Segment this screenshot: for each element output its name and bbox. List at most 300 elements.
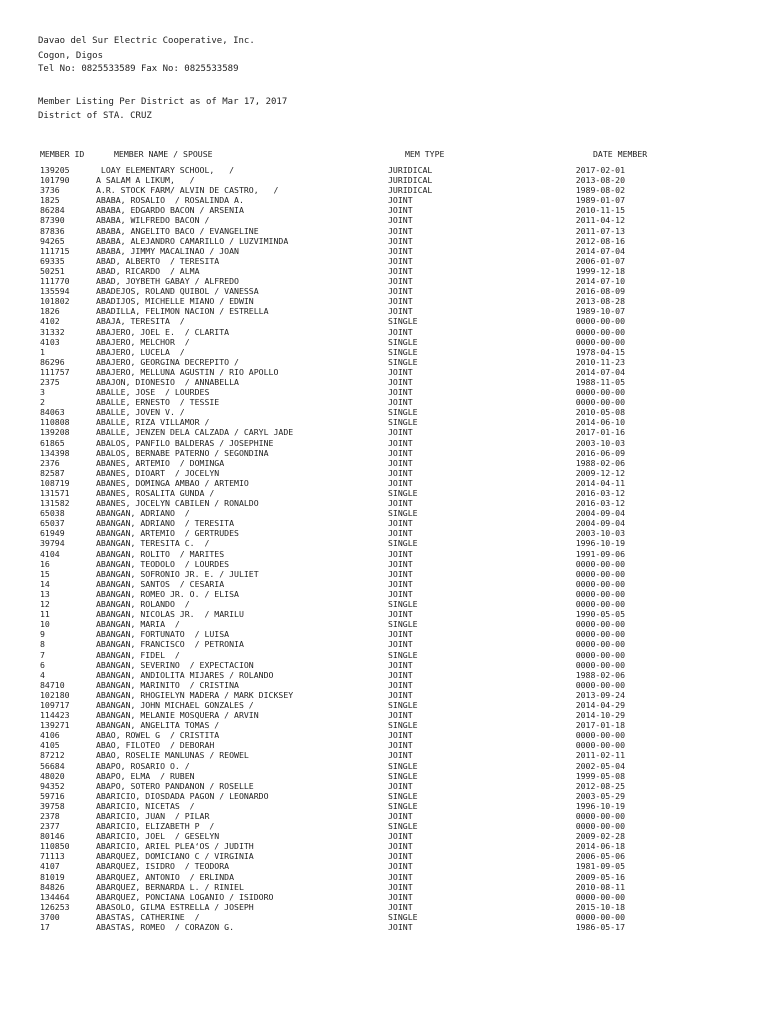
table-row	[0, 215, 768, 225]
date-member-cell: 2017-01-16	[575, 427, 625, 438]
member-id-cell: 39794	[40, 538, 65, 549]
table-row	[0, 700, 768, 710]
date-member-cell: 2014-06-10	[575, 417, 625, 428]
mem-type-cell: SINGLE	[388, 488, 418, 498]
member-name-cell: ABARQUEZ, PONCIANA LOGANIO / ISIDORO	[96, 891, 274, 902]
member-name-cell: ABANGAN, FORTUNATO / LUISA	[96, 629, 230, 640]
mem-type-cell: JOINT	[388, 811, 413, 821]
member-name-cell: ABANGAN, MARIA /	[96, 619, 180, 630]
member-id-cell: 4105	[40, 740, 60, 751]
company-contact: Tel No: 0825533589 Fax No: 0825533589	[38, 64, 239, 74]
column-header-member-name: MEMBER NAME / SPOUSE	[114, 149, 213, 159]
date-member-cell: 2016-03-12	[575, 498, 625, 509]
date-member-cell: 0000-00-00	[575, 649, 625, 660]
mem-type-cell: JOINT	[388, 659, 413, 670]
table-row	[0, 337, 768, 347]
table-row	[0, 811, 768, 821]
mem-type-cell: SINGLE	[388, 821, 418, 832]
member-id-cell: 15	[40, 568, 50, 579]
mem-type-cell: JOINT	[388, 447, 413, 458]
table-row	[0, 821, 768, 831]
date-member-cell: 2017-02-01	[575, 165, 625, 175]
date-member-cell: 0000-00-00	[575, 568, 625, 579]
mem-type-cell: JOINT	[388, 205, 413, 216]
member-name-cell: ABANGAN, SOFRONIO JR. E. / JULIET	[96, 568, 259, 579]
member-name-cell: ABARICIO, ELIZABETH P /	[96, 821, 215, 832]
mem-type-cell: JOINT	[388, 609, 413, 620]
member-name-cell: ABAD, ALBERTO / TERESITA	[96, 255, 220, 266]
member-name-cell: ABANGAN, ROLITO / MARITES	[96, 548, 225, 559]
member-name-cell: ABARICIO, JOEL / GESELYN	[96, 831, 220, 842]
member-id-cell: 84826	[40, 881, 65, 892]
mem-type-cell: JOINT	[388, 195, 413, 206]
member-id-cell: 61949	[40, 528, 65, 539]
mem-type-cell: SINGLE	[388, 800, 418, 811]
date-member-cell: 0000-00-00	[575, 891, 625, 902]
mem-type-cell: JOINT	[388, 669, 413, 680]
member-name-cell: A SALAM A LIKUM, /	[96, 175, 195, 186]
date-member-cell: 0000-00-00	[575, 387, 625, 398]
table-row	[0, 417, 768, 427]
member-id-cell: 31332	[40, 326, 65, 337]
date-member-cell: 1996-10-19	[575, 800, 625, 811]
mem-type-cell: JOINT	[388, 437, 413, 448]
mem-type-cell: JOINT	[388, 265, 413, 276]
member-id-cell: 50251	[40, 265, 65, 276]
table-row	[0, 589, 768, 599]
date-member-cell: 2010-05-08	[575, 407, 625, 418]
date-member-cell: 1988-02-06	[575, 457, 625, 468]
column-header-mem-type: MEM TYPE	[405, 149, 445, 159]
company-name: Davao del Sur Electric Cooperative, Inc.	[38, 36, 255, 46]
member-id-cell: 71113	[40, 851, 65, 862]
member-id-cell: 102180	[40, 689, 70, 700]
table-row	[0, 246, 768, 256]
table-row	[0, 781, 768, 791]
table-row	[0, 195, 768, 205]
member-id-cell: 6	[40, 659, 45, 670]
member-id-cell: 110808	[40, 417, 70, 428]
member-id-cell: 94265	[40, 235, 65, 246]
date-member-cell: 2003-10-03	[575, 528, 625, 539]
mem-type-cell: JOINT	[388, 881, 413, 892]
table-row	[0, 407, 768, 417]
date-member-cell: 1991-09-06	[575, 548, 625, 559]
member-id-cell: 131582	[40, 498, 70, 509]
date-member-cell: 2013-09-24	[575, 689, 625, 700]
member-id-cell: 111757	[40, 366, 70, 377]
table-row	[0, 327, 768, 337]
member-id-cell: 108719	[40, 477, 70, 488]
member-name-cell: ABALLE, RIZA VILLAMOR /	[96, 417, 210, 428]
date-member-cell: 2003-05-29	[575, 790, 625, 801]
mem-type-cell: JOINT	[388, 861, 413, 872]
mem-type-cell: JOINT	[388, 387, 413, 398]
mem-type-cell: JOINT	[388, 578, 413, 589]
mem-type-cell: JOINT	[388, 871, 413, 882]
member-id-cell: 8	[40, 639, 45, 650]
member-id-cell: 4106	[40, 730, 60, 741]
table-row	[0, 316, 768, 326]
member-id-cell: 10	[40, 619, 50, 630]
table-row	[0, 750, 768, 760]
member-id-cell: 4107	[40, 861, 60, 872]
mem-type-cell: JOINT	[388, 629, 413, 640]
table-row	[0, 306, 768, 316]
member-name-cell: ABARQUEZ, ISIDRO / TEODORA	[96, 861, 230, 872]
mem-type-cell: JOINT	[388, 548, 413, 559]
mem-type-cell: SINGLE	[388, 599, 418, 610]
member-id-cell: 39758	[40, 800, 65, 811]
mem-type-cell: JOINT	[388, 245, 413, 256]
mem-type-cell: JOINT	[388, 841, 413, 852]
table-row	[0, 882, 768, 892]
date-member-cell: 0000-00-00	[575, 336, 625, 347]
date-member-cell: 1999-05-08	[575, 770, 625, 781]
table-row	[0, 599, 768, 609]
member-id-cell: 11	[40, 609, 50, 620]
member-name-cell: ABANGAN, NICOLAS JR. / MARILU	[96, 609, 244, 620]
mem-type-cell: JOINT	[388, 901, 413, 912]
table-row	[0, 892, 768, 902]
member-id-cell: 13	[40, 588, 50, 599]
date-member-cell: 2010-11-23	[575, 356, 625, 367]
member-id-cell: 101802	[40, 296, 70, 307]
mem-type-cell: JOINT	[388, 891, 413, 902]
member-id-cell: 1825	[40, 195, 60, 206]
member-name-cell: ABANES, ROSALITA GUNDA /	[96, 488, 215, 498]
mem-type-cell: JOINT	[388, 366, 413, 377]
table-row	[0, 609, 768, 619]
table-row	[0, 458, 768, 468]
member-name-cell: ABABA, JIMMY MACALINAO / JOAN	[96, 245, 239, 256]
date-member-cell: 0000-00-00	[575, 558, 625, 569]
mem-type-cell: JOINT	[388, 215, 413, 226]
table-row	[0, 559, 768, 569]
date-member-cell: 2017-01-18	[575, 720, 625, 731]
date-member-cell: 0000-00-00	[575, 629, 625, 640]
date-member-cell: 2014-04-29	[575, 699, 625, 710]
member-name-cell: ABAO, FILOTEO / DEBORAH	[96, 740, 215, 751]
mem-type-cell: JURIDICAL	[388, 165, 433, 175]
member-name-cell: ABARICIO, ARIEL PLEA‘OS / JUDITH	[96, 841, 254, 852]
member-name-cell: ABAPO, SOTERO PANDANON / ROSELLE	[96, 780, 254, 791]
date-member-cell: 0000-00-00	[575, 911, 625, 922]
member-name-cell: ABAO, ROSELIE MANLUNAS / REOWEL	[96, 750, 249, 761]
date-member-cell: 2013-08-28	[575, 296, 625, 307]
mem-type-cell: JOINT	[388, 225, 413, 236]
table-row	[0, 680, 768, 690]
member-name-cell: ABADEJOS, ROLAND QUIBOL / VANESSA	[96, 286, 259, 297]
date-member-cell: 2014-07-04	[575, 245, 625, 256]
member-id-cell: 135594	[40, 286, 70, 297]
member-id-cell: 4	[40, 669, 45, 680]
member-id-cell: 87212	[40, 750, 65, 761]
table-row	[0, 427, 768, 437]
date-member-cell: 2006-01-07	[575, 255, 625, 266]
member-id-cell: 2377	[40, 821, 60, 832]
member-name-cell: ABANGAN, TERESITA C. /	[96, 538, 210, 549]
date-member-cell: 0000-00-00	[575, 316, 625, 327]
date-member-cell: 1996-10-19	[575, 538, 625, 549]
member-id-cell: 87836	[40, 225, 65, 236]
member-name-cell: ABAO, ROWEL G / CRISTITA	[96, 730, 220, 741]
table-row	[0, 851, 768, 861]
date-member-cell: 2009-12-12	[575, 467, 625, 478]
member-name-cell: ABANGAN, SEVERINO / EXPECTACION	[96, 659, 254, 670]
member-id-cell: 2375	[40, 376, 60, 387]
member-id-cell: 134398	[40, 447, 70, 458]
mem-type-cell: JOINT	[388, 376, 413, 387]
member-name-cell: ABALOS, BERNABE PATERNO / SEGONDINA	[96, 447, 269, 458]
member-id-cell: 3	[40, 387, 45, 398]
date-member-cell: 2011-04-12	[575, 215, 625, 226]
table-row	[0, 448, 768, 458]
date-member-cell: 2003-10-03	[575, 437, 625, 448]
member-id-cell: 9	[40, 629, 45, 640]
table-row	[0, 569, 768, 579]
date-member-cell: 1990-05-05	[575, 609, 625, 620]
member-name-cell: ABAD, RICARDO / ALMA	[96, 265, 200, 276]
member-name-cell: ABAJERO, MELLUNA AGUSTIN / RIO APOLLO	[96, 366, 279, 377]
date-member-cell: 2016-08-09	[575, 286, 625, 297]
mem-type-cell: SINGLE	[388, 316, 418, 327]
member-name-cell: ABAJERO, JOEL E. / CLARITA	[96, 326, 230, 337]
table-row	[0, 761, 768, 771]
member-name-cell: ABANGAN, SANTOS / CESARIA	[96, 578, 225, 589]
date-member-cell: 2010-11-15	[575, 205, 625, 216]
member-name-cell: ABALLE, JOVEN V. /	[96, 407, 185, 418]
mem-type-cell: JOINT	[388, 851, 413, 862]
member-id-cell: 7	[40, 649, 45, 660]
date-member-cell: 0000-00-00	[575, 821, 625, 832]
mem-type-cell: JOINT	[388, 528, 413, 539]
member-id-cell: 56684	[40, 760, 65, 771]
member-id-cell: 86284	[40, 205, 65, 216]
member-id-cell: 2	[40, 397, 45, 408]
member-name-cell: ABAPO, ELMA / RUBEN	[96, 770, 195, 781]
member-name-cell: ABAJERO, LUCELA /	[96, 346, 185, 357]
mem-type-cell: SINGLE	[388, 619, 418, 630]
date-member-cell: 2009-02-28	[575, 831, 625, 842]
member-id-cell: 110850	[40, 841, 70, 852]
mem-type-cell: JOINT	[388, 710, 413, 721]
member-id-cell: 109717	[40, 699, 70, 710]
table-row	[0, 629, 768, 639]
member-id-cell: 17	[40, 922, 50, 933]
date-member-cell: 2016-03-12	[575, 488, 625, 498]
date-member-cell: 1988-11-05	[575, 376, 625, 387]
mem-type-cell: JOINT	[388, 558, 413, 569]
table-row	[0, 639, 768, 649]
member-name-cell: ABAPO, ROSARIO O. /	[96, 760, 190, 771]
table-row	[0, 508, 768, 518]
table-row	[0, 498, 768, 508]
member-id-cell: 82587	[40, 467, 65, 478]
member-id-cell: 139208	[40, 427, 70, 438]
member-id-cell: 14	[40, 578, 50, 589]
member-name-cell: ABANGAN, ROMEO JR. O. / ELISA	[96, 588, 239, 599]
date-member-cell: 0000-00-00	[575, 397, 625, 408]
table-row	[0, 771, 768, 781]
table-row	[0, 296, 768, 306]
table-row	[0, 367, 768, 377]
table-row	[0, 831, 768, 841]
date-member-cell: 2011-07-13	[575, 225, 625, 236]
date-member-cell: 0000-00-00	[575, 639, 625, 650]
member-id-cell: 139271	[40, 720, 70, 731]
member-id-cell: 131571	[40, 488, 70, 498]
member-id-cell: 87390	[40, 215, 65, 226]
mem-type-cell: JOINT	[388, 477, 413, 488]
date-member-cell: 0000-00-00	[575, 811, 625, 821]
table-row	[0, 165, 768, 175]
member-id-cell: 59716	[40, 790, 65, 801]
table-row	[0, 236, 768, 246]
table-row	[0, 549, 768, 559]
member-id-cell: 4104	[40, 548, 60, 559]
member-id-cell: 111770	[40, 276, 70, 287]
member-name-cell: ABAJERO, MELCHOR /	[96, 336, 190, 347]
member-name-cell: ABADIJOS, MICHELLE MIANO / EDWIN	[96, 296, 254, 307]
table-row	[0, 286, 768, 296]
date-member-cell: 1978-04-15	[575, 346, 625, 357]
mem-type-cell: JOINT	[388, 689, 413, 700]
member-id-cell: 101790	[40, 175, 70, 186]
member-name-cell: ABASOLO, GILMA ESTRELLA / JOSEPH	[96, 901, 254, 912]
column-header-member-id: MEMBER ID	[40, 149, 85, 159]
table-row	[0, 175, 768, 185]
member-name-cell: ABALLE, ERNESTO / TESSIE	[96, 397, 220, 408]
member-name-cell: ABANGAN, JOHN MICHAEL GONZALES /	[96, 699, 254, 710]
member-id-cell: 4103	[40, 336, 60, 347]
date-member-cell: 1989-10-07	[575, 306, 625, 317]
table-row	[0, 377, 768, 387]
table-row	[0, 518, 768, 528]
date-member-cell: 2009-05-16	[575, 871, 625, 882]
table-row	[0, 902, 768, 912]
member-name-cell: ABANGAN, ARTEMIO / GERTRUDES	[96, 528, 239, 539]
date-member-cell: 2013-08-20	[575, 175, 625, 186]
mem-type-cell: JURIDICAL	[388, 185, 433, 196]
member-name-cell: ABAJERO, GEORGINA DECREPITO /	[96, 356, 239, 367]
date-member-cell: 0000-00-00	[575, 730, 625, 741]
member-name-cell: ABALOS, PANFILO BALDERAS / JOSEPHINE	[96, 437, 274, 448]
member-id-cell: 1	[40, 346, 45, 357]
member-id-cell: 84063	[40, 407, 65, 418]
table-row	[0, 468, 768, 478]
member-id-cell: 114423	[40, 710, 70, 721]
member-name-cell: ABANGAN, FIDEL /	[96, 649, 180, 660]
table-row	[0, 488, 768, 498]
date-member-cell: 2002-05-04	[575, 760, 625, 771]
date-member-cell: 2006-05-06	[575, 851, 625, 862]
company-address: Cogon, Digos	[38, 51, 104, 61]
member-name-cell: A.R. STOCK FARM/ ALVIN DE CASTRO, /	[96, 185, 279, 196]
member-name-cell: ABASTAS, ROMEO / CORAZON G.	[96, 922, 235, 933]
date-member-cell: 1989-01-07	[575, 195, 625, 206]
table-row	[0, 912, 768, 922]
mem-type-cell: JOINT	[388, 588, 413, 599]
table-row	[0, 670, 768, 680]
mem-type-cell: SINGLE	[388, 911, 418, 922]
member-id-cell: 2378	[40, 811, 60, 821]
table-row	[0, 347, 768, 357]
date-member-cell: 2014-07-04	[575, 366, 625, 377]
mem-type-cell: JOINT	[388, 780, 413, 791]
mem-type-cell: JOINT	[388, 427, 413, 438]
date-member-cell: 2014-07-10	[575, 276, 625, 287]
table-row	[0, 660, 768, 670]
member-name-cell: ABANGAN, ADRIANO / TERESITA	[96, 518, 235, 529]
member-name-cell: ABARQUEZ, BERNARDA L. / RINIEL	[96, 881, 244, 892]
table-row	[0, 579, 768, 589]
date-member-cell: 2015-10-18	[575, 901, 625, 912]
member-name-cell: ABAJON, DIONESIO / ANNABELLA	[96, 376, 239, 387]
member-name-cell: ABARQUEZ, DOMICIANO C / VIRGINIA	[96, 851, 254, 862]
member-name-cell: ABABA, ANGELITO BACO / EVANGELINE	[96, 225, 259, 236]
date-member-cell: 1981-09-05	[575, 861, 625, 872]
mem-type-cell: JURIDICAL	[388, 175, 433, 186]
mem-type-cell: JOINT	[388, 922, 413, 933]
member-name-cell: ABARQUEZ, ANTONIO / ERLINDA	[96, 871, 235, 882]
table-row	[0, 872, 768, 882]
mem-type-cell: JOINT	[388, 679, 413, 690]
mem-type-cell: JOINT	[388, 740, 413, 751]
member-id-cell: 4102	[40, 316, 60, 327]
mem-type-cell: SINGLE	[388, 417, 418, 428]
mem-type-cell: JOINT	[388, 518, 413, 529]
table-row	[0, 791, 768, 801]
date-member-cell: 2014-10-29	[575, 710, 625, 721]
member-id-cell: 94352	[40, 780, 65, 791]
member-id-cell: 48020	[40, 770, 65, 781]
member-id-cell: 126253	[40, 901, 70, 912]
member-id-cell: 3736	[40, 185, 60, 196]
member-name-cell: ABARICIO, DIOSDADA PAGON / LEONARDO	[96, 790, 269, 801]
table-row	[0, 276, 768, 286]
mem-type-cell: SINGLE	[388, 790, 418, 801]
member-name-cell: ABANES, JOCELYN CABILEN / RONALDO	[96, 498, 259, 509]
mem-type-cell: JOINT	[388, 255, 413, 266]
mem-type-cell: SINGLE	[388, 336, 418, 347]
member-id-cell: 86296	[40, 356, 65, 367]
member-id-cell: 16	[40, 558, 50, 569]
date-member-cell: 0000-00-00	[575, 588, 625, 599]
mem-type-cell: JOINT	[388, 286, 413, 297]
member-name-cell: ABANES, DIOART / JOCELYN	[96, 467, 220, 478]
member-name-cell: LOAY ELEMENTARY SCHOOL, /	[96, 165, 235, 175]
member-name-cell: ABANGAN, FRANCISCO / PETRONIA	[96, 639, 244, 650]
mem-type-cell: JOINT	[388, 498, 413, 509]
member-name-cell: ABANGAN, TEODOLO / LOURDES	[96, 558, 230, 569]
column-header-date-member: DATE MEMBER	[593, 149, 648, 159]
table-row	[0, 710, 768, 720]
mem-type-cell: SINGLE	[388, 538, 418, 549]
mem-type-cell: SINGLE	[388, 407, 418, 418]
table-row	[0, 478, 768, 488]
mem-type-cell: SINGLE	[388, 699, 418, 710]
member-name-cell: ABANGAN, ANDIOLITA MIJARES / ROLANDO	[96, 669, 274, 680]
mem-type-cell: SINGLE	[388, 346, 418, 357]
mem-type-cell: JOINT	[388, 235, 413, 246]
member-name-cell: ABARICIO, NICETAS /	[96, 800, 195, 811]
mem-type-cell: SINGLE	[388, 720, 418, 731]
table-row	[0, 397, 768, 407]
table-row	[0, 266, 768, 276]
table-row	[0, 185, 768, 195]
table-row	[0, 438, 768, 448]
